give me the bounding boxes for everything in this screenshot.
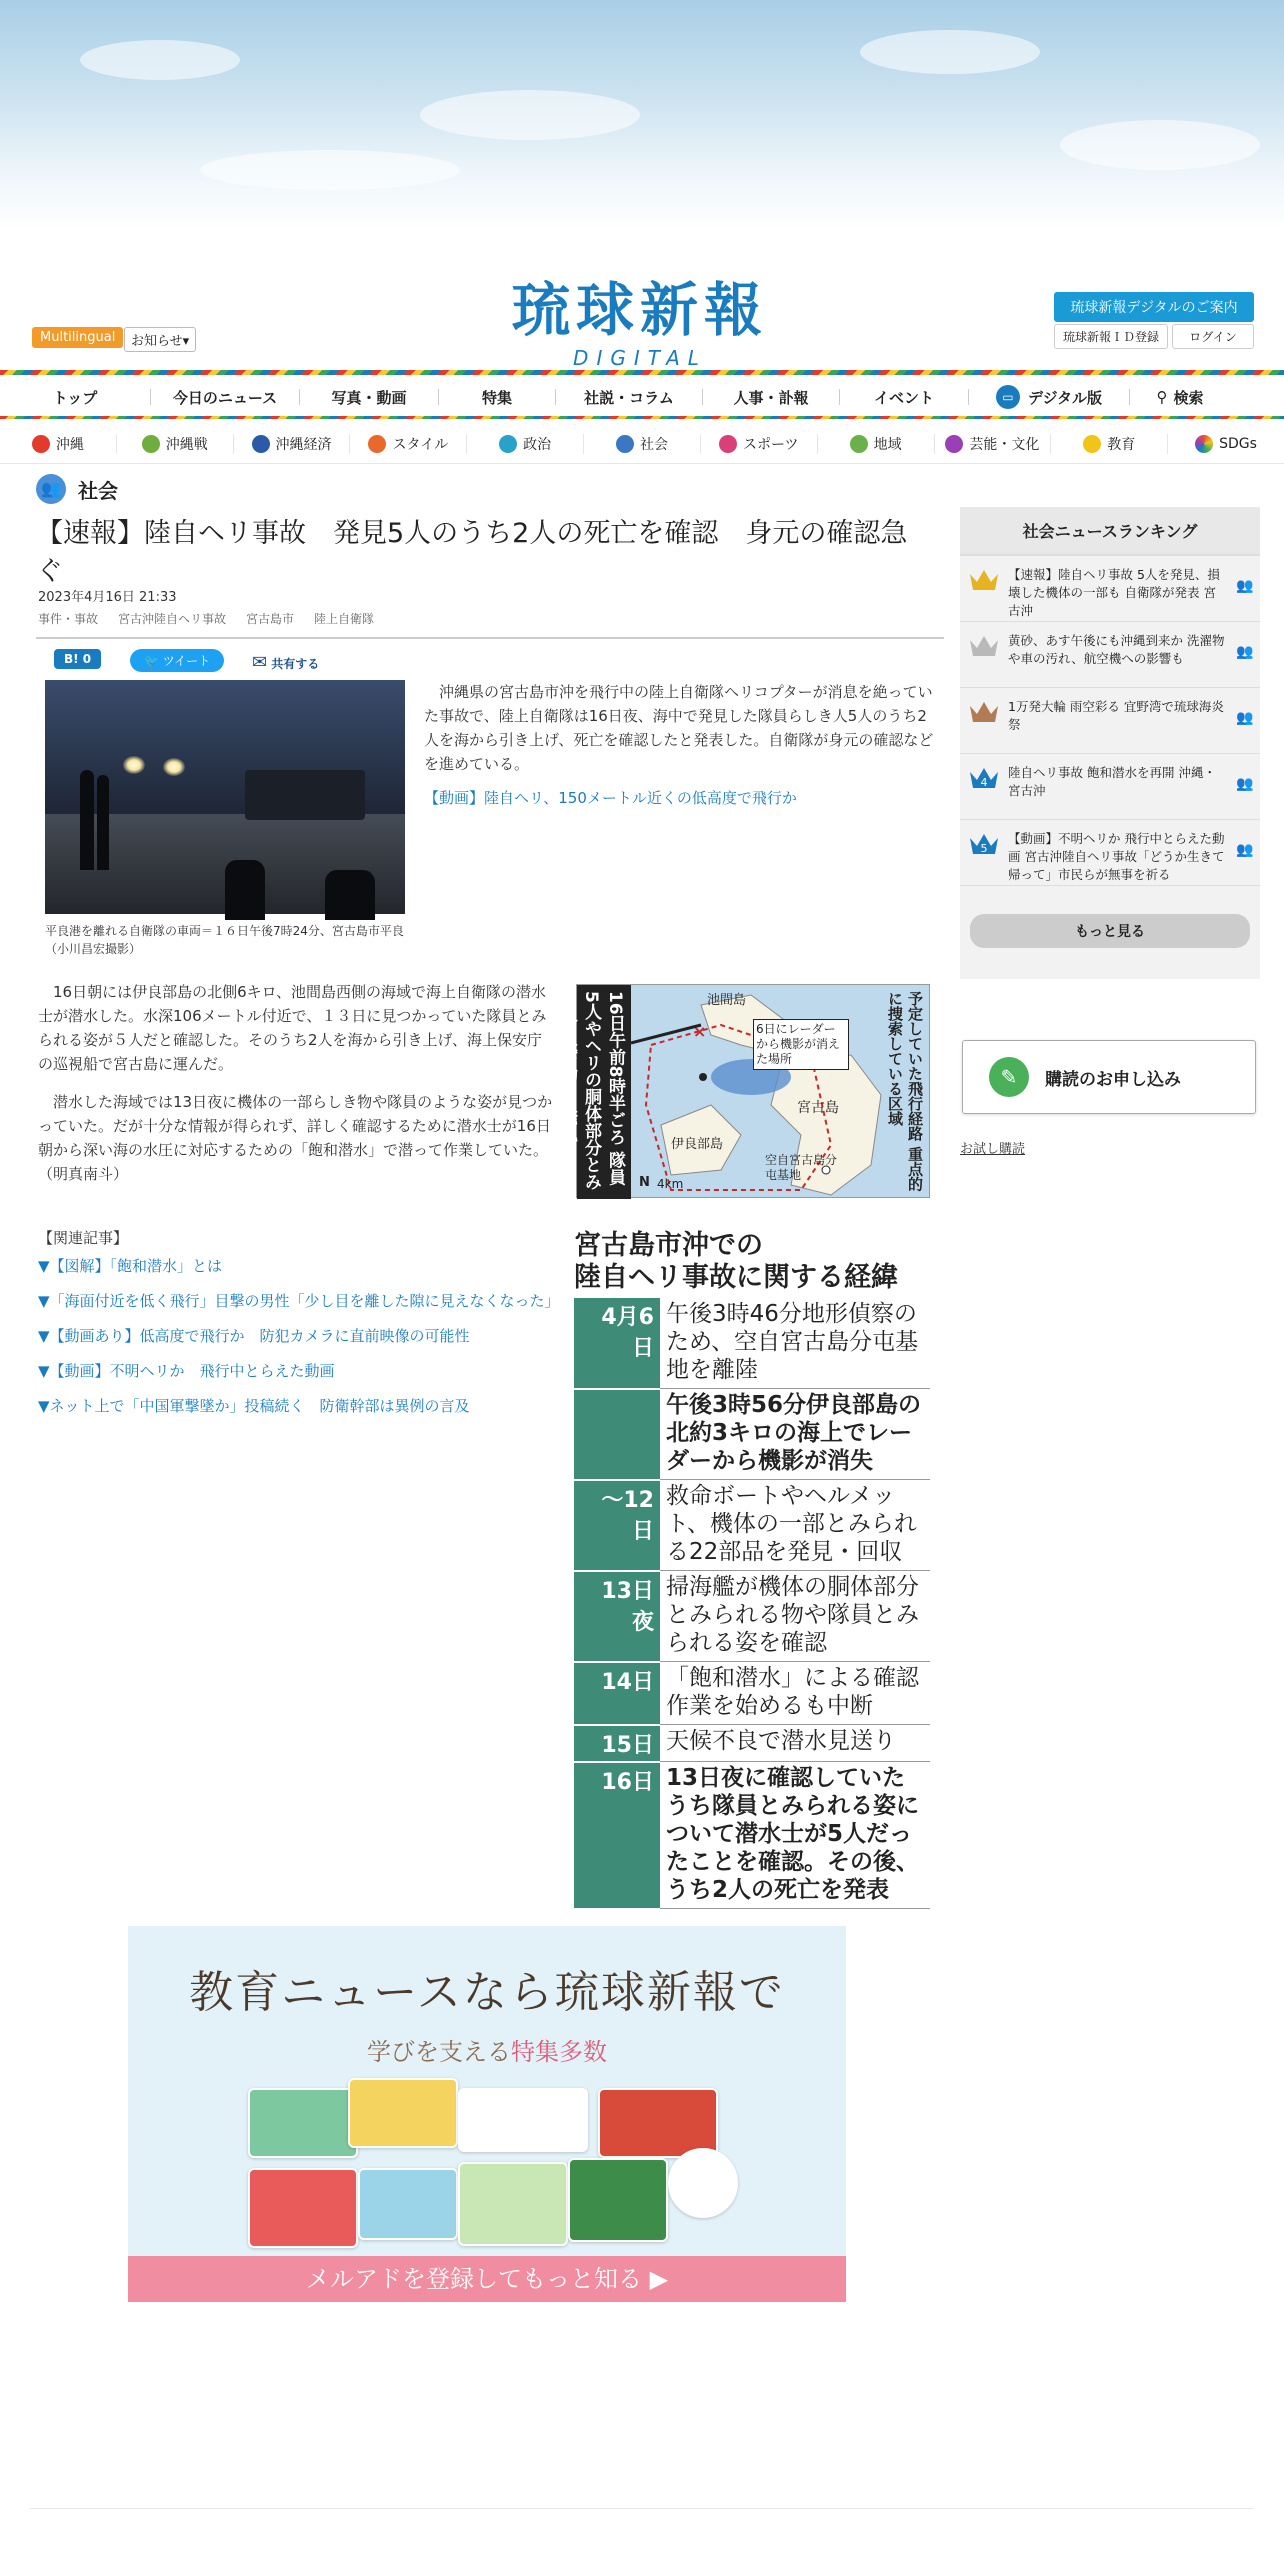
subscribe-label: 購読のお申し込み xyxy=(1045,1069,1181,1090)
map-caption-right: 予定していた飛行経路 重点的に捜索している区域 xyxy=(886,991,924,1192)
ranking-item[interactable] xyxy=(960,754,1260,820)
sky-header-background xyxy=(0,0,1284,230)
cat-label: 沖縄経済 xyxy=(275,436,332,453)
section-header xyxy=(36,474,118,504)
trial-link[interactable]: お試し購読 xyxy=(960,1142,1026,1157)
timeline-date: 14日 xyxy=(574,1662,660,1725)
crown-icon xyxy=(968,698,1000,724)
cat-economy[interactable] xyxy=(234,434,351,454)
people-icon: 👥 xyxy=(1236,578,1254,594)
article-title: 【速報】陸自ヘリ事故 発見5人のうち2人の死亡を確認 身元の確認急ぐ xyxy=(36,518,908,587)
nav-search-label: 検索 xyxy=(1173,388,1204,407)
id-register-button[interactable]: 琉球新報ＩＤ登録 xyxy=(1054,324,1168,349)
timeline-event: 掃海艦が機体の胴体部分とみられる物や隊員とみられる姿を確認 xyxy=(660,1571,930,1662)
photo-caption: 平良港を離れる自衛隊の車両＝１６日午後7時24分、宮古島市平良（小川昌宏撮影） xyxy=(45,924,404,956)
rank-number: 5 xyxy=(980,842,988,855)
tag-link[interactable]: 宮古沖陸自ヘリ事故 xyxy=(118,612,227,626)
ranking-text: 1万発大輪 雨空彩る 宜野湾で琉球海炎祭 xyxy=(1008,699,1224,732)
article-body xyxy=(38,980,554,1200)
map-caption-left: 16日午前8時半ごろ 隊員5人やヘリの胴体部分とみられる姿(物)を発見 xyxy=(577,985,631,1199)
timeline-date: 13日夜 xyxy=(574,1571,660,1662)
timeline-row xyxy=(574,1762,930,1909)
banner-subtitle-b: 特集多数 xyxy=(511,2038,607,2066)
nav-events[interactable]: イベント xyxy=(873,388,934,407)
parliament-icon xyxy=(499,435,517,453)
related-link[interactable]: ▼ネット上で「中国軍撃墜か」投稿続く 防衛幹部は異例の言及 xyxy=(38,1397,470,1415)
timeline-event: 午後3時46分地形偵察のため、空自宮古島分屯基地を離陸 xyxy=(660,1298,930,1389)
banner-cards xyxy=(248,2088,738,2258)
pen-icon: ✎ xyxy=(989,1057,1029,1097)
style-icon xyxy=(368,435,386,453)
mail-share-label: 共有する xyxy=(271,657,320,671)
people-icon: 👥 xyxy=(1236,842,1254,858)
accident-map[interactable] xyxy=(557,984,930,1198)
tag-link[interactable]: 事件・事故 xyxy=(38,612,99,626)
banner-subtitle xyxy=(128,2032,846,2067)
logo-digital: DIGITAL xyxy=(559,346,721,373)
twitter-bird-icon: 🐦 xyxy=(144,654,159,668)
video-link[interactable]: 【動画】陸自ヘリ、150メートル近くの低高度で飛行か xyxy=(424,789,797,807)
banner-title: 教育ニュースなら琉球新報で xyxy=(189,1967,785,2018)
map-label-miyako: 宮古島 xyxy=(797,1100,839,1116)
timeline-row xyxy=(574,1298,930,1389)
chart-line-icon xyxy=(252,435,270,453)
cat-okinawa[interactable] xyxy=(0,434,117,454)
cat-label: 社会 xyxy=(639,436,668,453)
cat-society[interactable] xyxy=(584,434,701,454)
ranking-text: 黄砂、あす午後にも沖縄到来か 洗濯物や車の汚れ、航空機への影響も xyxy=(1008,633,1225,666)
people-icon xyxy=(616,435,634,453)
ranking-item[interactable] xyxy=(960,556,1260,622)
timeline-date: 16日 xyxy=(574,1762,660,1909)
banner-subtitle-a: 学びを支える xyxy=(367,2038,511,2066)
mail-icon: ✉ xyxy=(252,652,268,673)
timeline-title-2: 陸自ヘリ事故に関する経緯 xyxy=(574,1262,898,1293)
timeline-row xyxy=(574,1480,930,1571)
timeline-event: 「飽和潜水」による確認作業を始めるも中断 xyxy=(660,1662,930,1725)
timeline-row xyxy=(574,1725,930,1762)
nav-stripe xyxy=(0,416,1284,419)
tag-link[interactable]: 宮古島市 xyxy=(246,612,295,626)
cat-culture[interactable] xyxy=(935,434,1052,454)
timeline-title-1: 宮古島市沖での xyxy=(574,1230,763,1261)
nav-digital-label: デジタル版 xyxy=(1027,388,1103,407)
map-north: N xyxy=(639,1175,650,1190)
search-icon: ⚲ xyxy=(1156,388,1168,406)
cat-label: 芸能・文化 xyxy=(969,436,1040,453)
cat-politics[interactable] xyxy=(467,434,584,454)
sanshin-icon xyxy=(945,435,963,453)
nav-digital-edition[interactable] xyxy=(969,385,1129,409)
nav-photo-video[interactable]: 写真・動画 xyxy=(331,388,407,407)
ranking-item[interactable] xyxy=(960,820,1260,886)
cat-label: 政治 xyxy=(523,436,552,453)
timeline-date: 15日 xyxy=(574,1725,660,1762)
body-paragraph: 潜水した海域では13日夜に機体の一部らしき物や隊員のような姿が見つかっていた。だが十分な情報が得られず、詳しく確認するために潜水士が16日朝から深い海の水圧に対応するための「飽和潜水」で潜って作業していた。（明真南斗） xyxy=(38,1093,553,1183)
crown-icon xyxy=(968,632,1000,658)
ranking-heading: 社会ニュースランキング xyxy=(960,507,1260,556)
cat-sdgs[interactable] xyxy=(1168,435,1284,453)
map-label-radar: 6日にレーダーから機影が消えた場所 xyxy=(753,1019,849,1070)
people-icon: 👥 xyxy=(1236,644,1254,660)
lead-text: 沖縄県の宮古島市沖を飛行中の陸上自衛隊ヘリコプターが消息を絶っていた事故で、陸上自衛隊は16日夜、海中で発見した隊員らしき人5人のうち2人を海から引き上げ、死亡を確認したと発表した。自衛隊が身元の確認などを進めている。 xyxy=(424,683,934,773)
top-stripe xyxy=(0,370,1284,375)
nav-top[interactable]: トップ xyxy=(52,388,98,407)
digital-info-button[interactable]: 琉球新報デジタルのご案内 xyxy=(1054,292,1254,322)
related-link[interactable]: ▼【動画】不明ヘリか 飛行中とらえた動画 xyxy=(38,1362,335,1380)
timeline-row xyxy=(574,1571,930,1662)
map-label-ikema: 池間島 xyxy=(707,993,747,1008)
tweet-label: ツイート xyxy=(162,654,211,668)
banner-register-button[interactable]: メルアドを登録してもっと知る ▶ xyxy=(128,2256,846,2302)
nav-personnel[interactable]: 人事・訃報 xyxy=(733,388,809,407)
ranking-text: 【速報】陸自ヘリ事故 5人を発見、損壊した機体の一部も 自衛隊が発表 宮古沖 xyxy=(1008,567,1220,618)
multilingual-button[interactable]: Multilingual xyxy=(32,327,123,348)
article-tags xyxy=(38,610,374,627)
footer-divider xyxy=(30,2508,1254,2509)
map-graphic xyxy=(631,985,883,1199)
pin-icon xyxy=(850,435,868,453)
people-icon: 👥 xyxy=(1236,776,1254,792)
cat-label: 地域 xyxy=(873,436,902,453)
tweet-button[interactable] xyxy=(130,649,224,672)
people-icon: 👥 xyxy=(36,474,66,504)
cat-sports[interactable] xyxy=(701,434,818,454)
mail-share-button[interactable] xyxy=(242,649,329,676)
login-button[interactable]: ログイン xyxy=(1172,324,1254,349)
section-title: 社会 xyxy=(78,478,118,503)
crown-icon xyxy=(968,566,1000,592)
crown-icon xyxy=(968,764,1000,790)
timeline-event: 午後3時56分伊良部島の北約3キロの海上でレーダーから機影が消失 xyxy=(660,1389,930,1480)
subscribe-button[interactable] xyxy=(962,1040,1256,1114)
related-link[interactable]: ▼「海面付近を低く飛行」目撃の男性「少し目を離した隙に見えなくなった」 xyxy=(38,1292,560,1310)
timeline-date xyxy=(574,1389,660,1480)
cat-label: 沖縄戦 xyxy=(165,436,208,453)
more-button[interactable]: もっと見る xyxy=(970,914,1250,948)
hatena-bookmark-button[interactable]: B! 0 xyxy=(54,649,101,669)
timeline-event: 13日夜に確認していたうち隊員とみられる姿について潜水士が5人だったことを確認。その後、うち2人の死亡を発表 xyxy=(660,1762,930,1909)
timeline-graphic xyxy=(574,1230,930,1910)
nav-search[interactable] xyxy=(1130,387,1230,408)
map-label-irabu: 伊良部島 xyxy=(671,1137,724,1152)
crown-icon xyxy=(968,830,1000,856)
site-logo[interactable] xyxy=(490,276,790,373)
nav-features[interactable]: 特集 xyxy=(481,388,512,407)
hibiscus-icon xyxy=(32,435,50,453)
cat-region[interactable] xyxy=(818,434,935,454)
notice-dropdown[interactable]: お知らせ▾ xyxy=(124,327,196,352)
timeline-date: 4月6日 xyxy=(574,1298,660,1389)
svg-text:×: × xyxy=(693,1022,707,1041)
cat-label: スタイル xyxy=(392,436,449,453)
ranking-text: 【動画】不明ヘリか 飛行中とらえた動画 宮古沖陸自ヘリ事故「どうか生きて帰って」市民らが無事を祈る xyxy=(1008,831,1225,882)
digital-edition-icon: ▭ xyxy=(996,385,1020,409)
related-heading: 【関連記事】 xyxy=(38,1229,129,1247)
divider xyxy=(36,637,944,639)
article-date: 2023年4月16日 21:33 xyxy=(38,590,177,605)
related-articles xyxy=(38,1226,558,1429)
ranking-text: 陸自ヘリ事故 飽和潜水を再開 沖縄・宮古沖 xyxy=(1008,765,1216,798)
people-icon: 👥 xyxy=(1236,710,1254,726)
related-link[interactable]: ▼【図解】「飽和潜水」とは xyxy=(38,1257,223,1275)
cat-style[interactable] xyxy=(350,434,467,454)
map-label-base: 空自宮古島分屯基地 xyxy=(765,1153,838,1182)
timeline-table xyxy=(574,1298,930,1910)
rank-number: 4 xyxy=(980,776,988,789)
timeline-row xyxy=(574,1662,930,1725)
cat-education[interactable] xyxy=(1051,434,1168,454)
tag-link[interactable]: 陸上自衛隊 xyxy=(314,612,375,626)
article-photo[interactable] xyxy=(45,680,405,914)
plant-icon xyxy=(142,435,160,453)
graduation-cap-icon xyxy=(1083,435,1101,453)
timeline-event: 天候不良で潜水見送り xyxy=(660,1725,930,1762)
sdgs-wheel-icon xyxy=(1195,435,1213,453)
timeline-event: 救命ボートやヘルメット、機体の一部とみられる22部品を発見・回収 xyxy=(660,1480,930,1571)
timeline-row xyxy=(574,1389,930,1480)
related-link[interactable]: ▼【動画あり】低高度で飛行か 防犯カメラに直前映像の可能性 xyxy=(38,1327,470,1345)
body-paragraph: 16日朝には伊良部島の北側6キロ、池間島西側の海域で海上自衛隊の潜水士が潜水した。水深106メートル付近で、１３日に見つかっていた隊員とみられる姿が５人だと確認した。そのうち2人を海から引き上げ、海上保安庁の巡視船で宮古島に運んだ。 xyxy=(38,983,547,1073)
timeline-date: 〜12日 xyxy=(574,1480,660,1571)
article-lead xyxy=(424,680,936,810)
cat-okinawa-war[interactable] xyxy=(117,434,234,454)
category-nav xyxy=(0,424,1284,464)
ranking-sidebar xyxy=(960,507,1260,979)
cat-label: 沖縄 xyxy=(55,436,84,453)
cat-label: スポーツ xyxy=(743,436,799,453)
main-nav xyxy=(0,378,1284,416)
ranking-item[interactable] xyxy=(960,622,1260,688)
ranking-item[interactable] xyxy=(960,688,1260,754)
nav-today-news[interactable]: 今日のニュース xyxy=(172,388,278,407)
logo-text: 琉球新報 xyxy=(511,276,768,344)
sports-icon xyxy=(719,435,737,453)
map-scale: 4km xyxy=(657,1177,684,1191)
nav-editorial[interactable]: 社説・コラム xyxy=(584,388,674,407)
cat-label: 教育 xyxy=(1107,436,1136,453)
cat-label: SDGs xyxy=(1219,435,1257,452)
education-banner[interactable] xyxy=(128,1926,846,2302)
